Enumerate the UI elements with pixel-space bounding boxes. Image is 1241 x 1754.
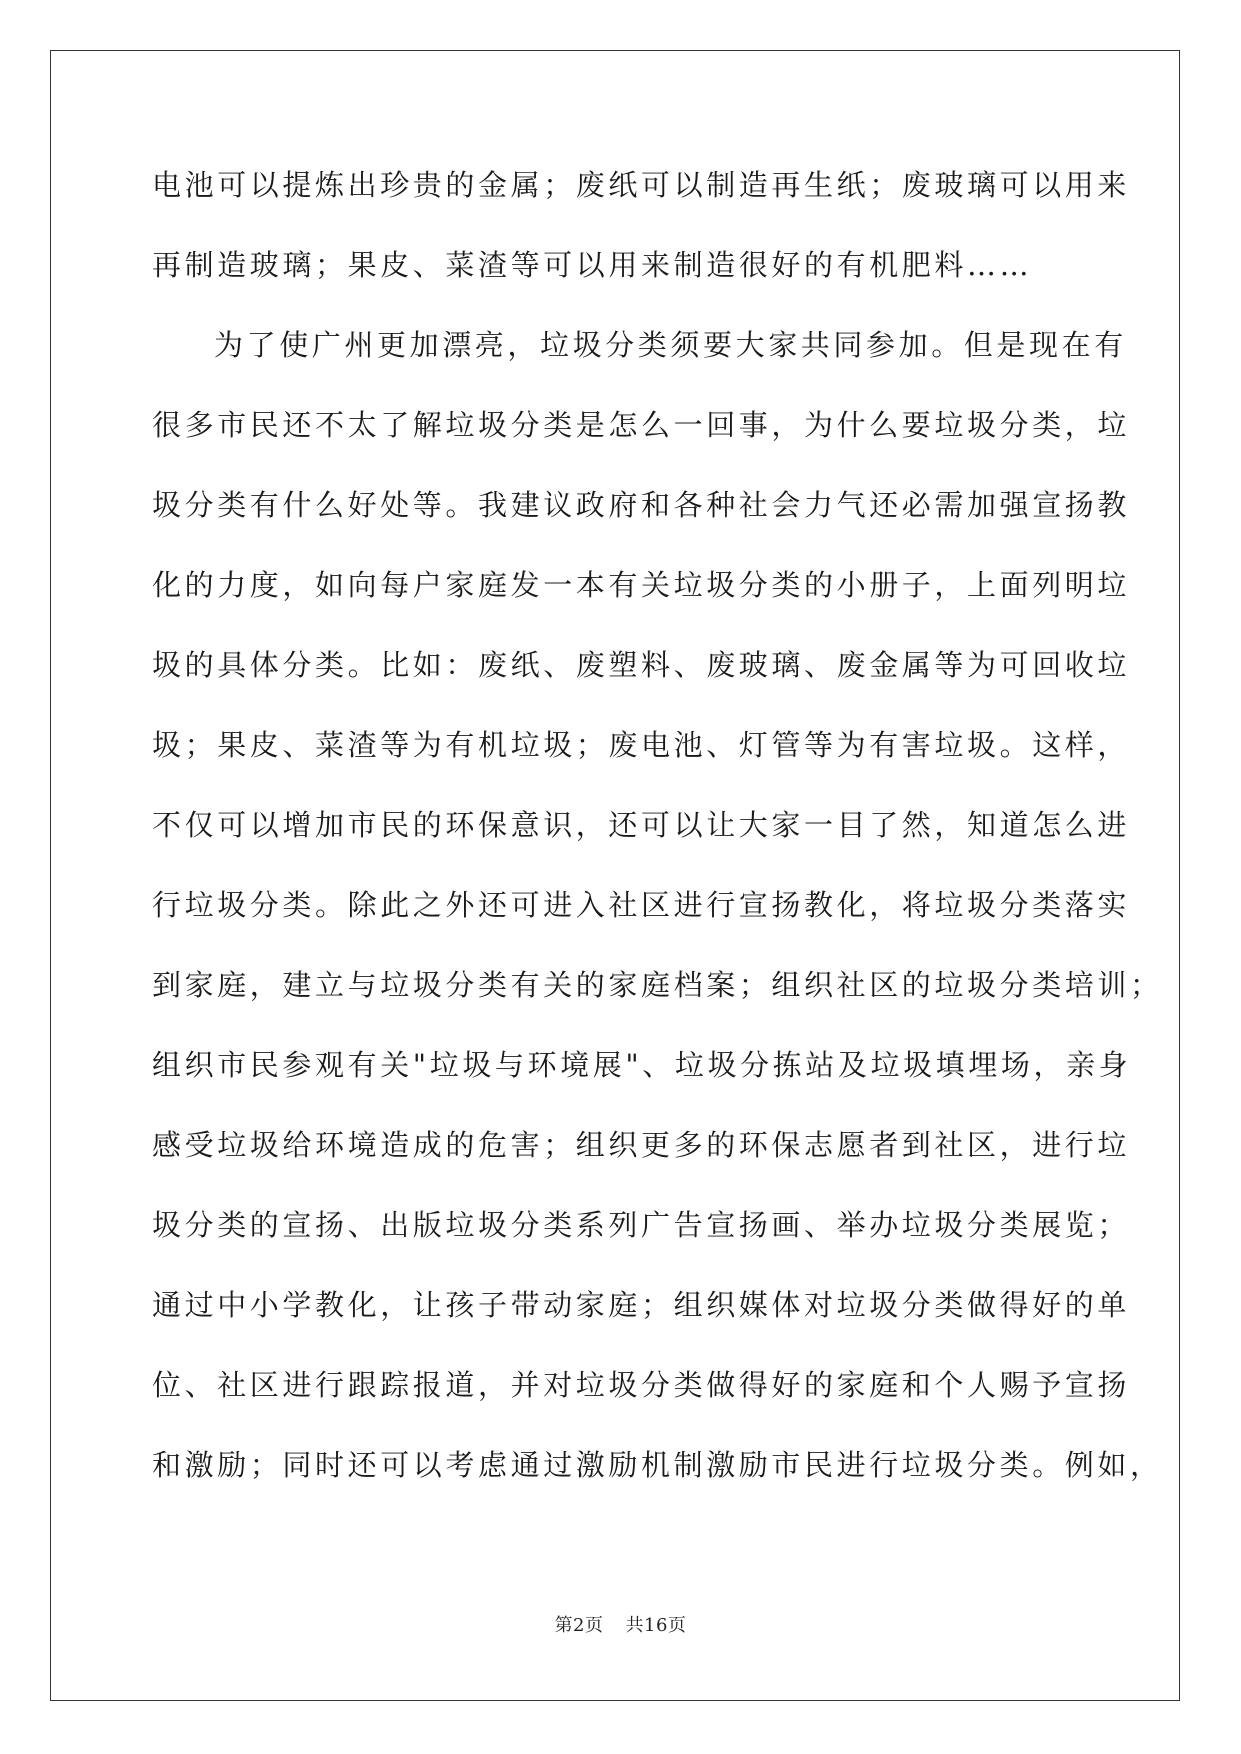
text-line: 到家庭，建立与垃圾分类有关的家庭档案；组织社区的垃圾分类培训； — [152, 968, 1163, 1002]
text-line: 为了使广州更加漂亮，垃圾分类须要大家共同参加。但是现在有 — [214, 328, 1127, 362]
text-line: 和激励；同时还可以考虑通过激励机制激励市民进行垃圾分类。例如， — [152, 1448, 1163, 1482]
text-line: 圾分类有什么好处等。我建议政府和各种社会力气还必需加强宣扬教 — [152, 488, 1131, 522]
text-line: 很多市民还不太了解垃圾分类是怎么一回事，为什么要垃圾分类，垃 — [152, 408, 1131, 442]
text-line: 位、社区进行跟踪报道，并对垃圾分类做得好的家庭和个人赐予宣扬 — [152, 1368, 1131, 1402]
text-line: 感受垃圾给环境造成的危害；组织更多的环保志愿者到社区，进行垃 — [152, 1128, 1131, 1162]
text-line: 圾的具体分类。比如：废纸、废塑料、废玻璃、废金属等为可回收垃 — [152, 648, 1131, 682]
text-line: 圾；果皮、菜渣等为有机垃圾；废电池、灯管等为有害垃圾。这样， — [152, 728, 1131, 762]
text-line: 组织市民参观有关"垃圾与环境展"、垃圾分拣站及垃圾填埋场，亲身 — [152, 1048, 1132, 1082]
text-line: 化的力度，如向每户家庭发一本有关垃圾分类的小册子，上面列明垃 — [152, 568, 1131, 602]
text-line: 行垃圾分类。除此之外还可进入社区进行宣扬教化，将垃圾分类落实 — [152, 888, 1131, 922]
document-body — [152, 165, 1163, 1525]
page-number: 第2页 — [554, 1615, 604, 1636]
text-line: 电池可以提炼出珍贵的金属；废纸可以制造再生纸；废玻璃可以用来 — [152, 168, 1131, 202]
text-line: 通过中小学教化，让孩子带动家庭；组织媒体对垃圾分类做得好的单 — [152, 1288, 1131, 1322]
text-line: 不仅可以增加市民的环保意识，还可以让大家一目了然，知道怎么进 — [152, 808, 1131, 842]
page-total: 共16页 — [625, 1615, 687, 1636]
page-footer — [0, 1611, 1241, 1637]
text-line: 圾分类的宣扬、出版垃圾分类系列广告宣扬画、举办垃圾分类展览； — [152, 1208, 1131, 1242]
text-line: 再制造玻璃；果皮、菜渣等可以用来制造很好的有机肥料…… — [152, 248, 1033, 282]
